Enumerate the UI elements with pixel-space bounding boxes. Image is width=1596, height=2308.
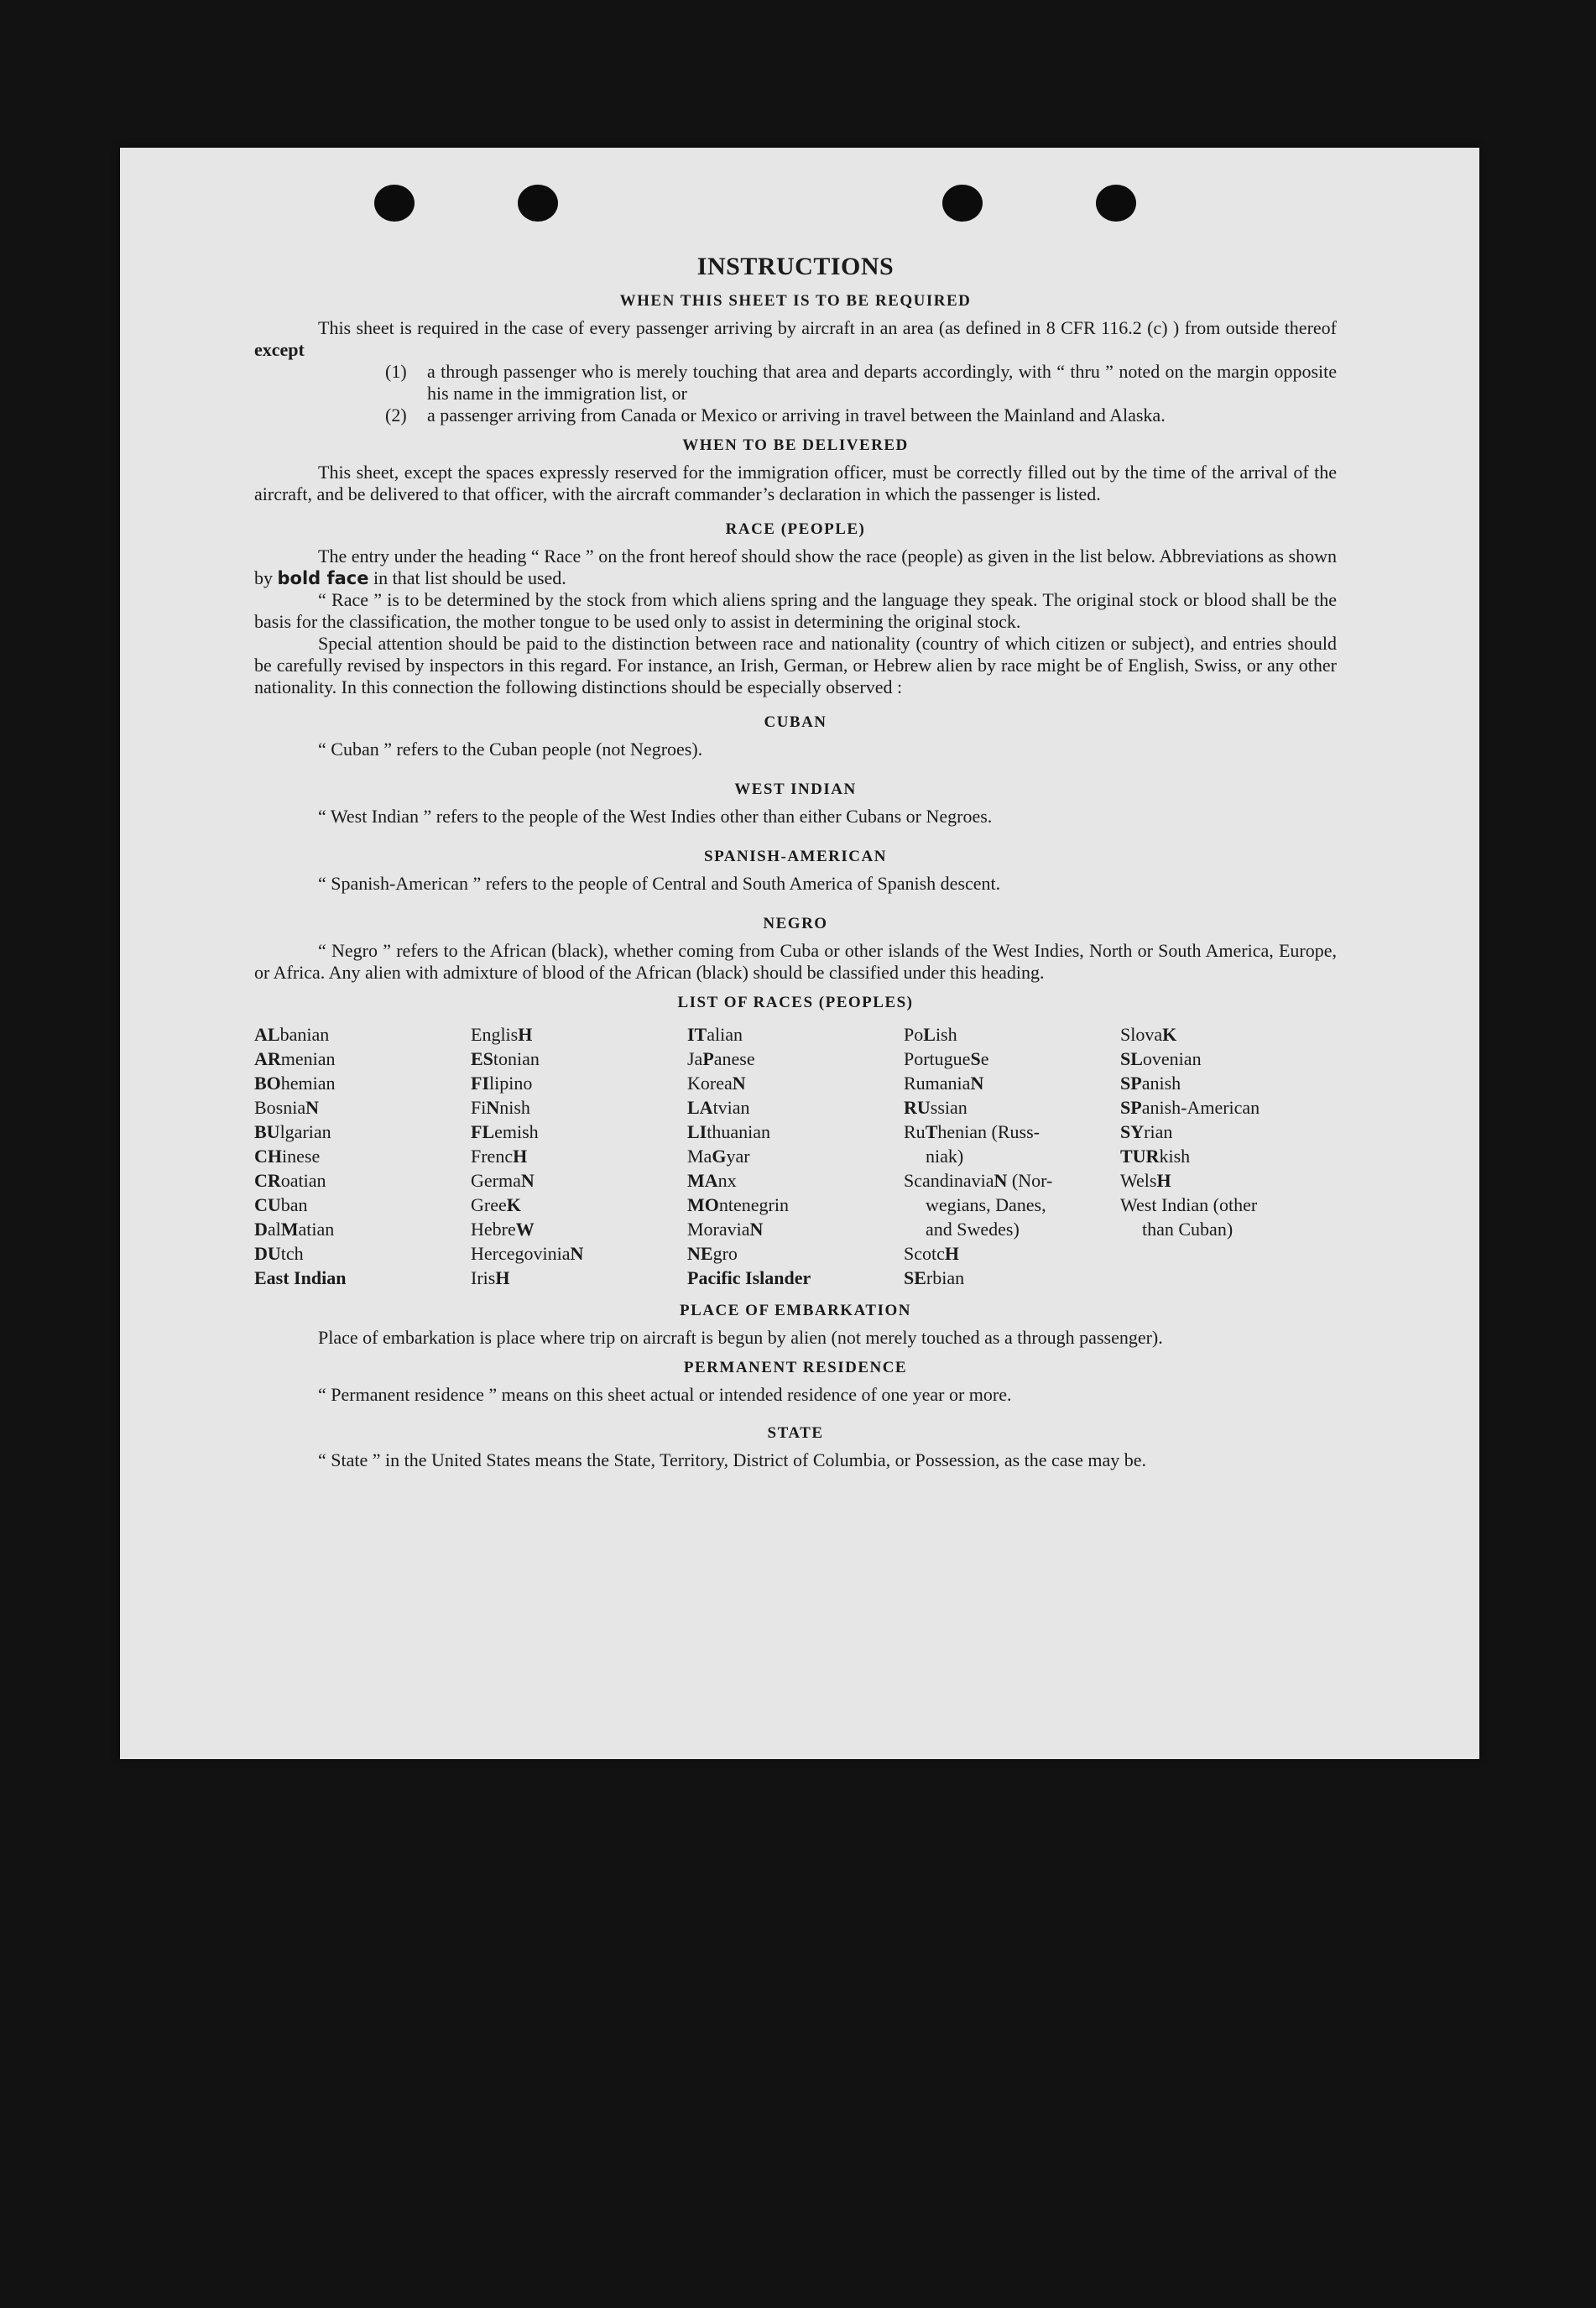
cuban-text: “ Cuban ” refers to the Cuban people (not Negroes). [318, 739, 703, 760]
race-entry: SErbian [904, 1267, 965, 1288]
race-entry: ITalian [687, 1024, 743, 1045]
race-entry: than Cuban) [1142, 1219, 1234, 1240]
embarkation-text: Place of embarkation is place where trip on aircraft is begun by alien (not merely touched as a through passenger). [318, 1327, 1163, 1348]
race-entry: MoraviaN [687, 1219, 764, 1240]
race-entry: RUssian [904, 1097, 968, 1118]
race-entry: SYrian [1120, 1121, 1173, 1142]
race-entry: HebreW [471, 1219, 535, 1240]
residence-text: “ Permanent residence ” means on this sheet actual or intended residence of one year or more. [318, 1384, 1012, 1405]
west-indian-text: “ West Indian ” refers to the people of the West Indies other than either Cubans or Negroes. [318, 806, 993, 827]
page-title: INSTRUCTIONS [696, 253, 894, 280]
race-entry: Pacific Islander [687, 1267, 811, 1288]
race-entry: ScotcH [904, 1243, 960, 1264]
race-entry: BUlgarian [254, 1121, 331, 1142]
race-entry: MaGyar [687, 1146, 750, 1167]
race-entry: FIlipino [471, 1073, 533, 1094]
race-entry: BosniaN [254, 1097, 320, 1118]
race-entry: FiNnish [471, 1097, 530, 1118]
race-entry: FLemish [471, 1121, 539, 1142]
section-heading-spanish-american: SPANISH-AMERICAN [704, 848, 887, 865]
race-entry: SLovenian [1120, 1048, 1202, 1069]
race-entry: LIthuanian [687, 1121, 771, 1142]
punch-hole [1096, 185, 1136, 222]
race-entry: KoreaN [687, 1073, 746, 1094]
race-entry: RuThenian (Russ- [904, 1121, 1040, 1142]
race-entry: GermaN [471, 1170, 535, 1191]
race-entry: niak) [926, 1146, 964, 1167]
race-paragraph-1: The entry under the heading “ Race ” on the front hereof should show the race (people) as given in the list below. Abbreviations as shown by bold face in that list should be used. [254, 546, 1337, 588]
race-entry: CHinese [254, 1146, 321, 1167]
document-sheet [120, 148, 1479, 1759]
section-heading-delivered: WHEN TO BE DELIVERED [682, 436, 909, 454]
race-entry: FrencH [471, 1146, 528, 1167]
race-entry: wegians, Danes, [926, 1194, 1046, 1215]
race-entry: RumaniaN [904, 1073, 984, 1094]
punch-hole [518, 185, 558, 222]
required-intro: This sheet is required in the case of every passenger arriving by aircraft in an area (as defined in 8 CFR 116.2 (c) ) from outside thereof except [254, 317, 1337, 360]
races-column [1120, 1022, 1337, 1290]
section-heading-state: STATE [767, 1424, 824, 1442]
races-column [687, 1022, 904, 1290]
race-paragraph-3: Special attention should be paid to the distinction between race and nationality (country of which citizen or subject), and entries should be carefully revised by inspectors in this regard. For instance, an Irish, German, or Hebrew alien by race might be of English, Swiss, or any other nationality. In this connection the following distinctions should be especially observed : [254, 633, 1337, 697]
state-text: “ State ” in the United States means the State, Territory, District of Columbia, or Possession, as the case may be. [318, 1449, 1147, 1470]
instructions-content [254, 252, 1337, 1471]
section-heading-list-of-races: LIST OF RACES (PEOPLES) [677, 994, 914, 1011]
race-entry: ScandinaviaN (Nor- [904, 1170, 1053, 1191]
races-column [471, 1022, 687, 1290]
race-entry: MAnx [687, 1170, 737, 1191]
race-entry: and Swedes) [926, 1219, 1020, 1240]
race-entry: HercegoviniaN [471, 1243, 584, 1264]
race-entry: EStonian [471, 1048, 540, 1069]
section-heading-cuban: CUBAN [764, 713, 827, 731]
race-entry: IrisH [471, 1267, 510, 1288]
required-item-2: (2) a passenger arriving from Canada or Mexico or arriving in travel between the Mainland and Alaska. [385, 405, 1166, 426]
race-entry: EnglisH [471, 1024, 533, 1045]
section-heading-west-indian: WEST INDIAN [734, 781, 857, 798]
section-heading-required: WHEN THIS SHEET IS TO BE REQUIRED [619, 292, 972, 310]
race-entry: DUtch [254, 1243, 304, 1264]
race-entry: West Indian (other [1120, 1194, 1258, 1215]
race-entry: GreeK [471, 1194, 521, 1215]
race-entry: NEgro [687, 1243, 738, 1264]
races-column [904, 1022, 1120, 1290]
race-entry: ALbanian [254, 1024, 330, 1045]
race-entry: DalMatian [254, 1219, 335, 1240]
race-entry: East Indian [254, 1267, 347, 1288]
section-heading-negro: NEGRO [763, 915, 828, 932]
race-entry: SPanish [1120, 1073, 1181, 1094]
negro-text: “ Negro ” refers to the African (black), whether coming from Cuba or other islands of the West Indies, North or South America, Europe, or Africa. Any alien with admixture of blood of the African (black) should be classified under this heading. [254, 940, 1337, 983]
race-entry: TURkish [1120, 1146, 1191, 1167]
section-heading-embarkation: PLACE OF EMBARKATION [680, 1302, 911, 1319]
race-entry: MOntenegrin [687, 1194, 789, 1215]
punch-hole [942, 185, 983, 222]
race-entry: CRoatian [254, 1170, 326, 1191]
race-entry: CUban [254, 1194, 308, 1215]
section-heading-residence: PERMANENT RESIDENCE [683, 1359, 908, 1376]
race-entry: SPanish-American [1120, 1097, 1260, 1118]
delivered-text: This sheet, except the spaces expressly reserved for the immigration officer, must be correctly filled out by the time of the arrival of the aircraft, and be delivered to that officer, with the aircraft commander’s declaration in which the passenger is listed. [254, 462, 1337, 504]
race-entry: WelsH [1120, 1170, 1171, 1191]
race-entry: JaPanese [687, 1048, 755, 1069]
races-column [254, 1022, 471, 1290]
required-item-1: (1) a through passenger who is merely touching that area and departs accordingly, with “ thru ” noted on the margin opposite his name in the immigration list, or [385, 361, 1337, 404]
punch-hole [374, 185, 415, 222]
race-entry: PortugueSe [904, 1048, 989, 1069]
section-heading-race: RACE (PEOPLE) [725, 520, 866, 538]
race-entry: PoLish [904, 1024, 957, 1045]
spanish-american-text: “ Spanish-American ” refers to the people of Central and South America of Spanish descent. [318, 873, 1001, 894]
race-entry: SlovaK [1120, 1024, 1177, 1045]
race-entry: ARmenian [254, 1048, 336, 1069]
race-paragraph-2: “ Race ” is to be determined by the stock from which aliens spring and the language they speak. The original stock or blood shall be the basis for the classification, the mother tongue to be used only to assist in determining the original stock. [254, 589, 1337, 632]
race-entry: BOhemian [254, 1073, 336, 1094]
race-entry: LAtvian [687, 1097, 750, 1118]
races-list [254, 1022, 1337, 1290]
